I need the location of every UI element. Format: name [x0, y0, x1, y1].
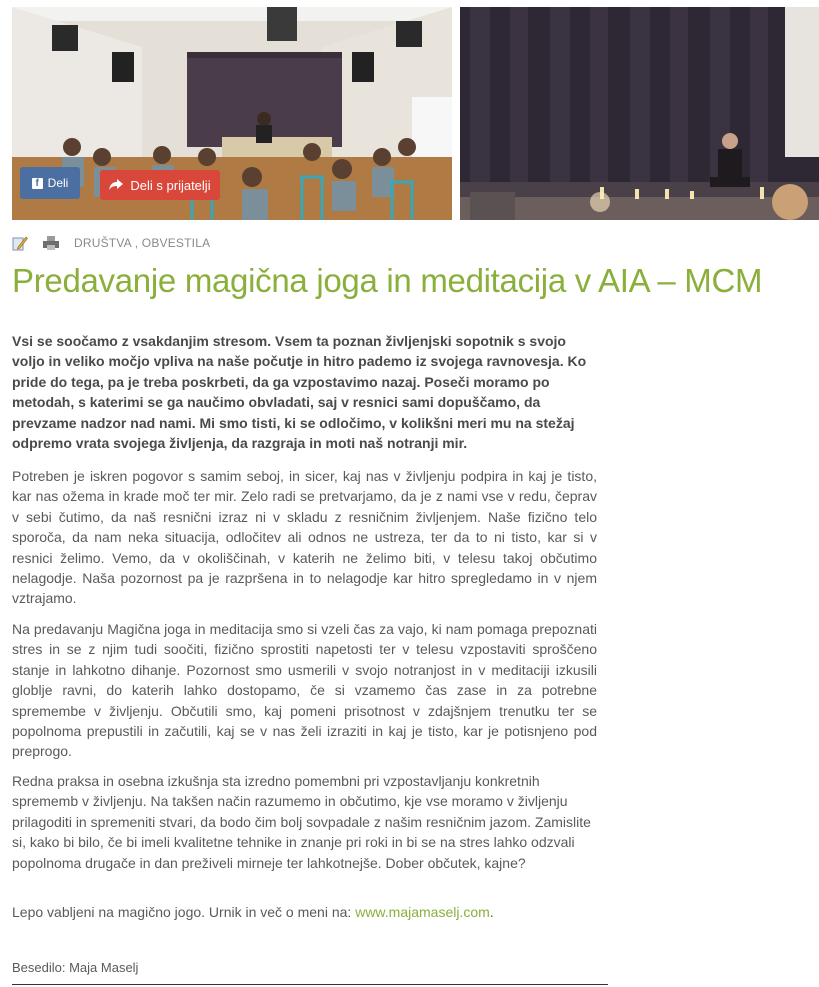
facebook-icon: f	[32, 178, 43, 189]
article-paragraph-2: Na predavanju Magična joga in meditacija smo si vzeli čas za vajo, ki nam pomaga prepoznati stres in se z njim tudi soočiti, fizično sprostiti napetosti ter v telesu vzpostaviti sproščeno stanje in lahkotno dihanje. Pozornost smo usmerili v svojo notranjost in v meditaciji izkusili globlje ravni, do katerih lahko dostopamo, če si vzamemo čas zase in za potrebne spremembe v življenju. Občutili smo, kaj pomeni prisotnost v zdajšnjem trenutku ter se popolnoma prepustili in začutili, kaj se v nas želi izraziti in kaj je tisto, kar je potisnjeno pod preprogo.	[12, 621, 597, 760]
invitation-text: Lepo vabljeni na magično jogo. Urnik in več o meni na:	[12, 904, 356, 920]
article-lead: Vsi se soočamo z vsakdanjim stresom. Vsem ta poznan življenjski sopotnik s svojo voljo in veliko močjo vpliva na naše počutje in hitro pademo iz svojega ravnovesja. Ko pride do tega, pa je treba poskrbeti, da ga vzpostavimo nazaj. Poseči moramo po metodah, s katerimi se ga naučimo obvladati, saj v resnici sami dopuščamo, da prevzame nadzor nad nami. Mi smo tisti, ki se odločimo, v kolikšni meri mu na stežaj odpremo vrata svojega življenja, da razgraja in moti naš notranji mir.	[12, 333, 587, 452]
print-icon[interactable]	[42, 235, 60, 251]
article-paragraph-3: Redna praksa in osebna izkušnja sta izredno pomembni pri vzpostavljanju konkretnih sprememb v življenju. Na takšen način razumemo in občutimo, kje vse moramo v življenju prilagoditi in spremeniti stvari, da bodo čim bolj sovpadale z našim resničnim jazom. Zamislite si, kako bi bilo, če bi imeli kvalitetne tehnike in znanje pri roki in bi se na stres lahko odzvali popolnoma drugače in dan preživeli mirneje ter lahkotnejše. Dober občutek, kajne?	[12, 773, 591, 871]
article-title: Predavanje magična joga in meditacija v AIA – MCM	[12, 262, 763, 299]
article-paragraph-4	[12, 902, 597, 922]
share-with-friends-label: Deli s prijatelji	[130, 177, 211, 193]
share-with-friends-button[interactable]	[100, 170, 220, 200]
photo-instructor-stage	[460, 7, 819, 220]
article-author: Besedilo: Maja Maselj	[12, 960, 139, 975]
share-arrow-icon	[109, 179, 123, 191]
facebook-share-button[interactable]	[20, 167, 80, 199]
invitation-end: .	[489, 904, 494, 920]
article-paragraph-1: Potreben je iskren pogovor s samim seboj, in sicer, kaj nas v življenju podpira in kaj je tisto, kar nas ožema in krade moč ter mir. Zelo radi se pretvarjamo, da je z nami vse v redu, čeprav v sebi čutimo, da naš resnični izraz ni v skladu z resničnim življenjem. Naše fizično telo sporoča, da nam neka situacija, odločitev ali odnos ne ustreza, ter da to ni tisto, kar si v resnici želimo. Vemo, da v okoliščinah, v katerih ne želimo biti, v telesu takoj občutimo nelagodje. Naša pozornost pa je razpršena in to nelagodje kar hitro spregledamo in v njem vztrajamo.	[12, 468, 597, 607]
facebook-share-label: Deli	[47, 176, 69, 190]
divider	[12, 984, 608, 985]
article-categories[interactable]: DRUŠTVA , OBVESTILA	[74, 236, 211, 250]
website-link[interactable]: www.majamaselj.com	[355, 904, 490, 920]
article-meta	[12, 234, 210, 252]
edit-icon[interactable]	[12, 235, 28, 251]
